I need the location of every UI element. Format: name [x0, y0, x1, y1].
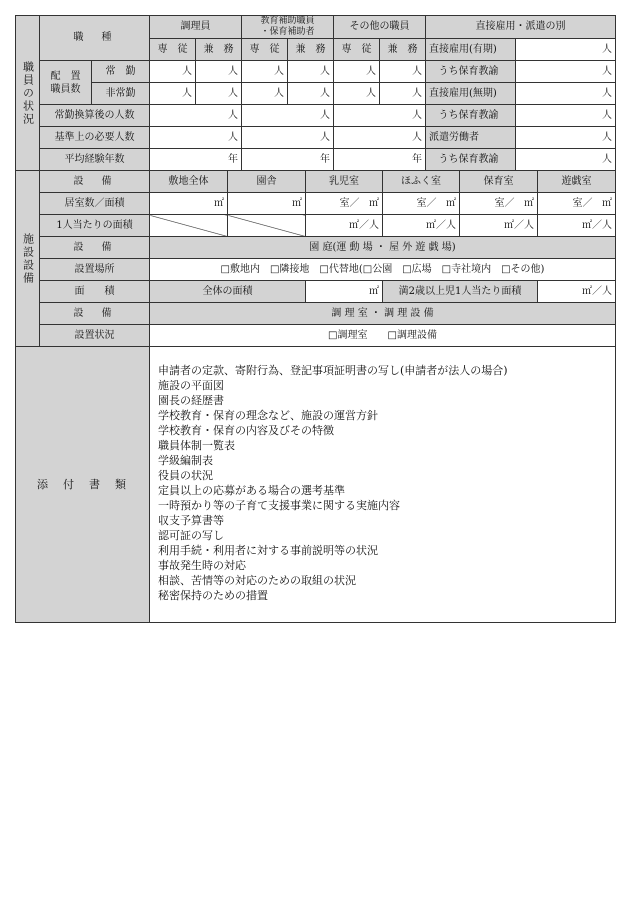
fulltime-row-label: 常 勤	[92, 61, 150, 83]
employment-type-header: 直接雇用・派遣の別	[426, 16, 616, 39]
diagonal-cell	[150, 215, 228, 237]
per-child-area-input[interactable]: ㎡／人	[538, 281, 616, 303]
install-status-label: 設置状況	[40, 325, 150, 347]
col-playroom: 遊戯室	[538, 171, 616, 193]
other-staff-header: その他の職員	[334, 16, 426, 39]
direct-fixed-label: 直接雇用(有期)	[426, 39, 516, 61]
list-item: 一時預かり等の子育て支援事業に関する実施内容	[158, 499, 400, 512]
required-row-label: 基準上の必要人数	[40, 127, 150, 149]
total-area-label: 全体の面積	[150, 281, 306, 303]
per-person-input[interactable]: ㎡／人	[306, 215, 383, 237]
edu-assistant-header: 教育補助職員 ・保育補助者	[242, 16, 334, 39]
garden-header: 園 庭(運 動 場 ・ 屋 外 遊 戯 場)	[150, 237, 616, 259]
col-nursery-room: 保育室	[460, 171, 538, 193]
fte-row-label: 常勤換算後の人数	[40, 105, 150, 127]
teacher-subcount-label: うち保育教諭	[436, 105, 516, 127]
list-item: 施設の平面図	[158, 379, 224, 392]
per-person-area-label: 1人当たりの面積	[40, 215, 150, 237]
rooms-area-label: 居室数／面積	[40, 193, 150, 215]
room-area-input[interactable]: 室／ ㎡	[306, 193, 383, 215]
teacher-subcount-label: うち保育教諭	[436, 149, 516, 171]
building-area-input[interactable]: ㎡	[228, 193, 306, 215]
list-item: 事故発生時の対応	[158, 559, 246, 572]
cook-header: 調理員	[150, 16, 242, 39]
kitchen-checkboxes[interactable]: □調理室 □調理設備	[150, 325, 616, 347]
direct-fixed-input[interactable]: 人	[516, 39, 616, 61]
job-type-header: 職 種	[40, 16, 150, 61]
dispatch-input[interactable]: 人	[516, 127, 616, 149]
cell-input[interactable]: 人	[150, 127, 242, 149]
cell-input[interactable]: 年	[150, 149, 242, 171]
room-area-input[interactable]: 室／ ㎡	[383, 193, 460, 215]
room-area-input[interactable]: 室／ ㎡	[460, 193, 538, 215]
parttime-label: 兼 務	[380, 39, 426, 61]
cell-input[interactable]: 人	[288, 61, 334, 83]
cell-input[interactable]: 人	[380, 61, 426, 83]
kitchen-header: 調 理 室 ・ 調 理 設 備	[150, 303, 616, 325]
cell-input[interactable]: 人	[288, 83, 334, 105]
cell-input[interactable]: 人	[196, 83, 242, 105]
cell-input[interactable]: 人	[334, 127, 426, 149]
per-person-input[interactable]: ㎡／人	[538, 215, 616, 237]
parttime-row-label: 非常勤	[92, 83, 150, 105]
cell-input[interactable]: 人	[334, 61, 380, 83]
teacher-subcount-input[interactable]: 人	[516, 61, 616, 83]
facility-table	[15, 170, 616, 347]
parttime-label: 兼 務	[196, 39, 242, 61]
staff-section-label: 職員の状況	[16, 16, 40, 171]
attachments-label: 添 付 書 類	[16, 347, 150, 623]
list-item: 秘密保持のための措置	[158, 589, 268, 602]
cell-input[interactable]: 年	[242, 149, 334, 171]
list-item: 学校教育・保育の理念など、施設の運営方針	[158, 409, 378, 422]
cell-input[interactable]: 人	[196, 61, 242, 83]
list-item: 収支予算書等	[158, 514, 224, 527]
cell-input[interactable]: 人	[150, 61, 196, 83]
equipment-header: 設 備	[40, 303, 150, 325]
per-person-input[interactable]: ㎡／人	[460, 215, 538, 237]
cell-input[interactable]: 人	[380, 83, 426, 105]
per-person-input[interactable]: ㎡／人	[383, 215, 460, 237]
area-label: 面 積	[40, 281, 150, 303]
room-area-input[interactable]: 室／ ㎡	[538, 193, 616, 215]
fulltime-label: 専 従	[334, 39, 380, 61]
cell-input[interactable]: 人	[334, 105, 426, 127]
cell-input[interactable]: 人	[242, 61, 288, 83]
teacher-subcount-label: うち保育教諭	[436, 61, 516, 83]
teacher-subcount-input[interactable]: 人	[516, 149, 616, 171]
equipment-header: 設 備	[40, 171, 150, 193]
list-item: 利用手続・利用者に対する事前説明等の状況	[158, 544, 378, 557]
cell-input[interactable]: 人	[242, 105, 334, 127]
teacher-subcount-input[interactable]: 人	[516, 105, 616, 127]
list-item: 役員の状況	[158, 469, 213, 482]
fulltime-label: 専 従	[242, 39, 288, 61]
location-checkboxes[interactable]: □敷地内 □隣接地 □代替地(□公園 □広場 □寺社境内 □その他)	[150, 259, 616, 281]
list-item: 職員体制一覧表	[158, 439, 235, 452]
location-label: 設置場所	[40, 259, 150, 281]
parttime-label: 兼 務	[288, 39, 334, 61]
cell-input[interactable]: 人	[150, 105, 242, 127]
list-item: 申請者の定款、寄附行為、登記事項証明書の写し(申請者が法人の場合)	[158, 364, 508, 377]
equipment-header: 設 備	[40, 237, 150, 259]
col-site-whole: 敷地全体	[150, 171, 228, 193]
experience-row-label: 平均経験年数	[40, 149, 150, 171]
attachments-list	[150, 347, 616, 623]
site-area-input[interactable]: ㎡	[150, 193, 228, 215]
list-item: 学校教育・保育の内容及びその特徴	[158, 424, 334, 437]
direct-open-label: 直接雇用(無期)	[426, 83, 516, 105]
total-area-input[interactable]: ㎡	[306, 281, 383, 303]
dispatch-label: 派遣労働者	[426, 127, 516, 149]
fulltime-label: 専 従	[150, 39, 196, 61]
attachments-table	[15, 346, 616, 623]
application-form	[15, 15, 615, 623]
diagonal-cell	[228, 215, 306, 237]
col-infant-room: 乳児室	[306, 171, 383, 193]
col-crawling-room: ほふく室	[383, 171, 460, 193]
per-child-area-label: 満2歳以上児1人当たり面積	[383, 281, 538, 303]
list-item: 相談、苦情等の対応のための取組の状況	[158, 574, 356, 587]
facility-section-label: 施設設備	[16, 171, 40, 347]
cell-input[interactable]: 年	[334, 149, 426, 171]
cell-input[interactable]: 人	[242, 83, 288, 105]
cell-input[interactable]: 人	[334, 83, 380, 105]
col-building: 園舎	[228, 171, 306, 193]
list-item: 定員以上の応募がある場合の選考基準	[158, 484, 345, 497]
list-item: 学級編制表	[158, 454, 213, 467]
cell-input[interactable]: 人	[150, 83, 196, 105]
direct-open-input[interactable]: 人	[516, 83, 616, 105]
list-item: 認可証の写し	[158, 529, 224, 542]
list-item: 園長の経歴書	[158, 394, 224, 407]
assigned-staff-label: 配 置 職員数	[40, 61, 92, 105]
cell-input[interactable]: 人	[242, 127, 334, 149]
staff-table	[15, 15, 616, 171]
